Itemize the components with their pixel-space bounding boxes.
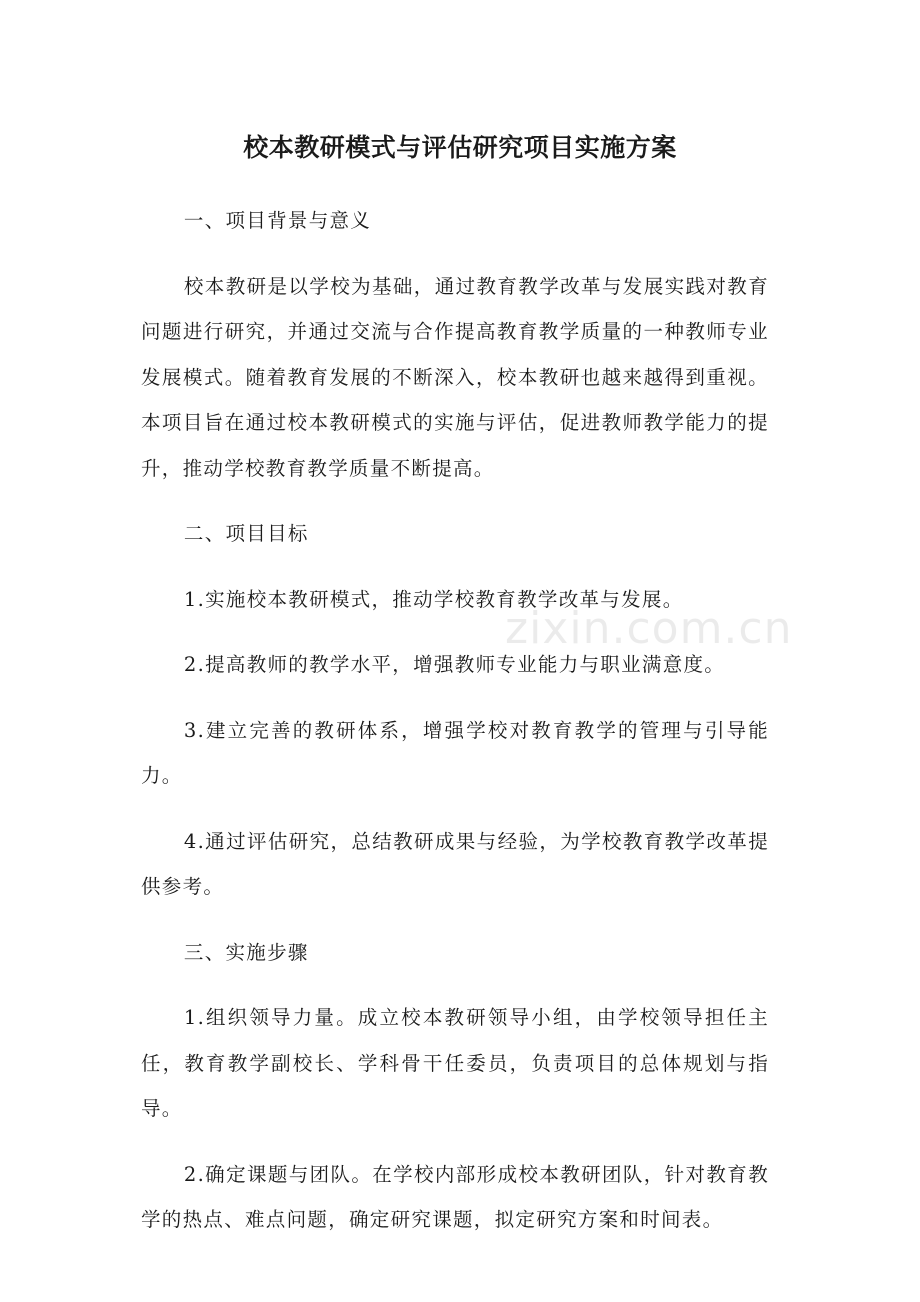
section-heading-goals: 二、项目目标 bbox=[183, 522, 309, 545]
step-item-1: 1.组织领导力量。成立校本教研领导小组，由学校领导担任主任，教育教学副校长、学科骨干任委员，负责项目的总体规划与指导。 bbox=[141, 1006, 769, 1120]
goal-item-2: 2.提高教师的教学水平，增强教师专业能力与职业满意度。 bbox=[183, 653, 726, 676]
section-heading-steps: 三、实施步骤 bbox=[183, 940, 309, 964]
goal-item-3: 3.建立完善的教研体系，增强学校对教育教学的管理与引导能力。 bbox=[141, 718, 769, 787]
goal-item-4: 4.通过评估研究，总结教研成果与经验，为学校教育教学改革提供参考。 bbox=[141, 829, 769, 898]
step-item-2: 2.确定课题与团队。在学校内部形成校本教研团队，针对教育教学的热点、难点问题，确定研究课题，拟定研究方案和时间表。 bbox=[141, 1162, 769, 1231]
document-title: 校本教研模式与评估研究项目实施方案 bbox=[243, 133, 677, 162]
document-body bbox=[141, 198, 769, 1263]
paragraph-background: 校本教研是以学校为基础，通过教育教学改革与发展实践对教育问题进行研究，并通过交流与合作提高教育教学质量的一种教师专业发展模式。随着教育发展的不断深入，校本教研也越来越得到重视。本项目旨在通过校本教研模式的实施与评估，促进教师教学能力的提升，推动学校教育教学质量不断提高。 bbox=[141, 274, 769, 480]
goal-item-1: 1.实施校本教研模式，推动学校教育教学改革与发展。 bbox=[183, 587, 684, 611]
watermark: zixin.com.cn bbox=[505, 603, 793, 654]
section-heading-background: 一、项目背景与意义 bbox=[183, 209, 372, 232]
